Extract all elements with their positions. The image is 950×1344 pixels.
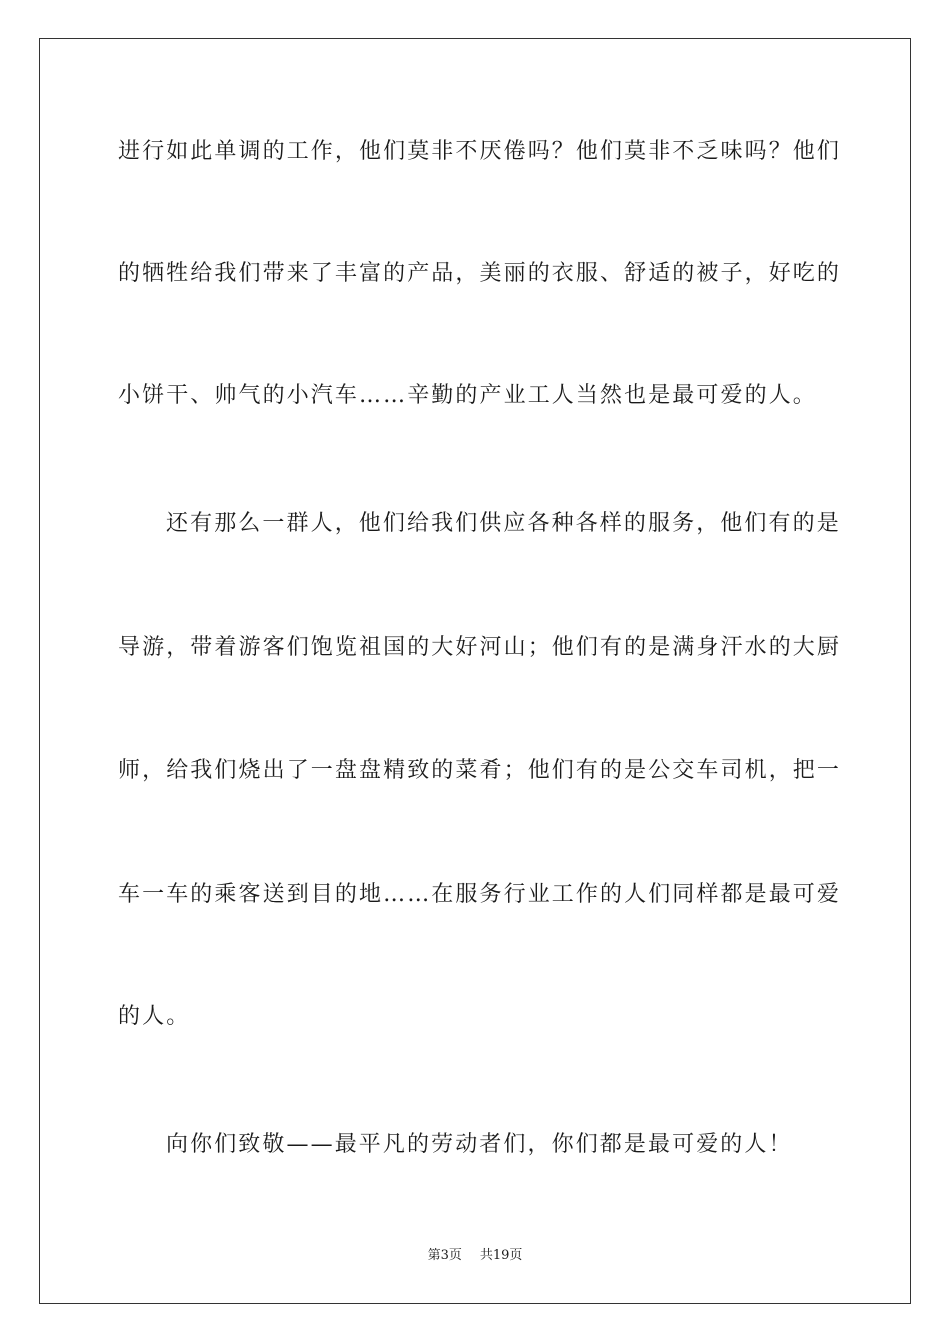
text-line: 导游，带着游客们饱览祖国的大好河山；他们有的是满身汗水的大厨 xyxy=(118,635,842,660)
text-line: 的人。 xyxy=(118,1004,191,1029)
page-footer xyxy=(0,1247,950,1265)
page-border xyxy=(39,38,911,1304)
page-total: 共19页 xyxy=(479,1248,523,1263)
text-line: 车一车的乘客送到目的地……在服务行业工作的人们同样都是最可爱 xyxy=(118,882,842,907)
text-line: 师，给我们烧出了一盘盘精致的菜肴；他们有的是公交车司机，把一 xyxy=(118,758,842,783)
text-line: 进行如此单调的工作，他们莫非不厌倦吗？他们莫非不乏味吗？他们 xyxy=(118,139,842,164)
page-number: 第3页 xyxy=(427,1248,462,1263)
text-line: 向你们致敬——最平凡的劳动者们，你们都是最可爱的人！ xyxy=(166,1132,793,1157)
text-line: 还有那么一群人，他们给我们供应各种各样的服务，他们有的是 xyxy=(166,511,841,536)
text-line: 的牺牲给我们带来了丰富的产品，美丽的衣服、舒适的被子，好吃的 xyxy=(118,261,842,286)
text-line: 小饼干、帅气的小汽车……辛勤的产业工人当然也是最可爱的人。 xyxy=(118,383,817,408)
